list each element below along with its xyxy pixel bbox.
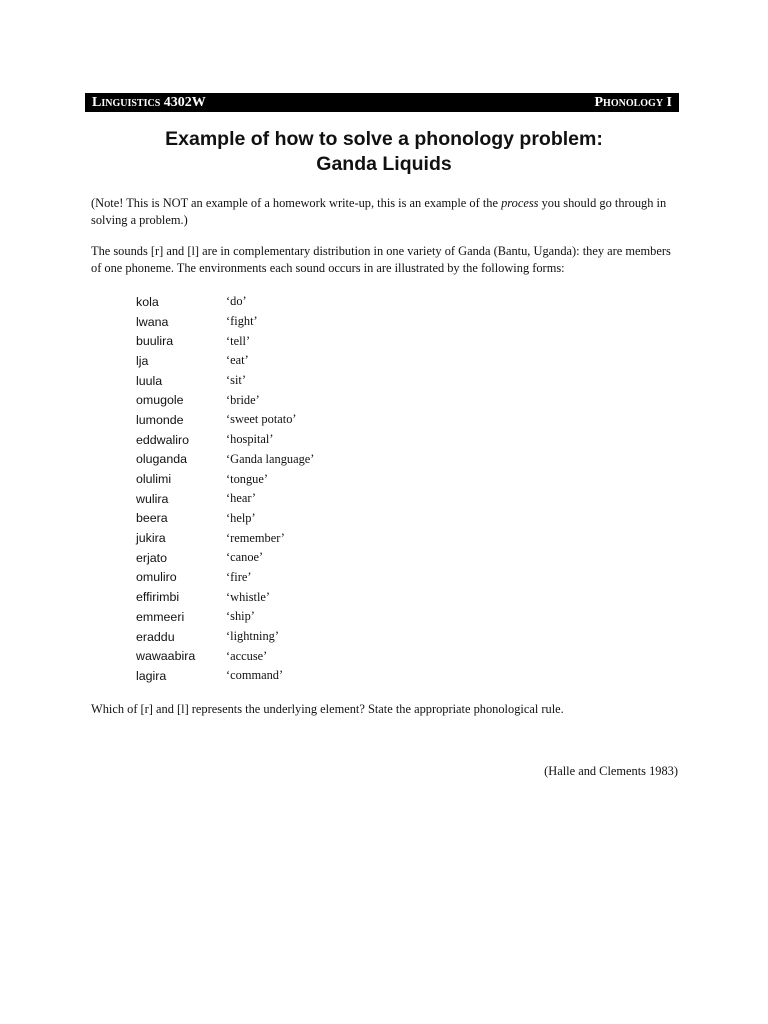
- english-gloss: ‘fire’: [226, 569, 252, 584]
- word-row: [136, 627, 314, 647]
- title-line-2: Ganda Liquids: [316, 153, 452, 175]
- course-name: Linguistics 4302W: [92, 94, 206, 110]
- word-row: [136, 548, 314, 568]
- english-gloss: ‘sit’: [226, 373, 246, 388]
- word-row: [136, 646, 314, 666]
- english-gloss: ‘command’: [226, 668, 284, 683]
- english-gloss: ‘hear’: [226, 491, 257, 506]
- word-row: [136, 390, 314, 410]
- english-gloss: ‘tell’: [226, 333, 251, 348]
- ganda-word: eraddu: [136, 629, 175, 644]
- course-header-bar: [85, 93, 679, 112]
- ganda-word: beera: [136, 511, 168, 526]
- english-gloss: ‘accuse’: [226, 648, 268, 663]
- ganda-word: emmeeri: [136, 609, 185, 624]
- english-gloss: ‘hospital’: [226, 432, 274, 447]
- ganda-word: lumonde: [136, 412, 184, 427]
- ganda-word: eddwaliro: [136, 432, 190, 447]
- ganda-word: lagira: [136, 668, 167, 683]
- note-paragraph: [91, 195, 681, 229]
- word-row: [136, 528, 314, 548]
- english-gloss: ‘remember’: [226, 530, 285, 545]
- english-gloss: ‘whistle’: [226, 589, 271, 604]
- ganda-word: omugole: [136, 393, 184, 408]
- ganda-word: lja: [136, 353, 149, 368]
- word-row: [136, 450, 314, 470]
- english-gloss: ‘do’: [226, 294, 247, 309]
- word-row: [136, 312, 314, 332]
- english-gloss: ‘help’: [226, 510, 256, 525]
- ganda-word: wawaabira: [136, 649, 196, 664]
- ganda-word: kola: [136, 294, 159, 309]
- title-line-1: Example of how to solve a phonology problem:: [165, 128, 603, 150]
- english-gloss: ‘Ganda language’: [226, 451, 315, 466]
- note-text-before: (Note! This is NOT an example of a homework write-up, this is an example of the: [91, 196, 502, 210]
- ganda-word: oluganda: [136, 452, 187, 467]
- page-title: [85, 127, 683, 177]
- word-row: [136, 489, 314, 509]
- note-text-after: you should go through in solving a problem.): [91, 196, 667, 227]
- english-gloss: ‘sweet potato’: [226, 412, 297, 427]
- word-row: [136, 666, 314, 686]
- citation: (Halle and Clements 1983): [544, 764, 678, 778]
- ganda-word: luula: [136, 373, 163, 388]
- word-row: [136, 607, 314, 627]
- question-paragraph: Which of [r] and [l] represents the underlying element? State the appropriate phonological rule.: [91, 702, 564, 716]
- ganda-word: effirimbi: [136, 590, 180, 605]
- ganda-word: lwana: [136, 314, 169, 329]
- english-gloss: ‘fight’: [226, 314, 258, 329]
- ganda-word: olulimi: [136, 472, 172, 487]
- ganda-word: wulira: [136, 491, 169, 506]
- intro-paragraph: The sounds [r] and [l] are in complementary distribution in one variety of Ganda (Bantu, Uganda): they are members of one phoneme. The environments each sound occurs in are illustrated by the following forms:: [91, 244, 671, 275]
- word-row: [136, 410, 314, 430]
- ganda-word: erjato: [136, 550, 167, 565]
- word-row: [136, 351, 314, 371]
- ganda-word: omuliro: [136, 570, 177, 585]
- word-row: [136, 371, 314, 391]
- english-gloss: ‘bride’: [226, 392, 260, 407]
- word-row: [136, 430, 314, 450]
- ganda-word: buulira: [136, 334, 174, 349]
- word-row: [136, 509, 314, 529]
- word-row: [136, 331, 314, 351]
- word-row: [136, 469, 314, 489]
- note-emphasis: process: [501, 196, 539, 210]
- english-gloss: ‘tongue’: [226, 471, 268, 486]
- english-gloss: ‘eat’: [226, 353, 249, 368]
- ganda-word: jukira: [136, 531, 166, 546]
- word-row: [136, 292, 314, 312]
- word-list: [136, 292, 314, 686]
- word-row: [136, 568, 314, 588]
- english-gloss: ‘ship’: [226, 609, 255, 624]
- english-gloss: ‘canoe’: [226, 550, 264, 565]
- word-row: [136, 587, 314, 607]
- english-gloss: ‘lightning’: [226, 629, 279, 644]
- course-topic: Phonology I: [594, 94, 672, 110]
